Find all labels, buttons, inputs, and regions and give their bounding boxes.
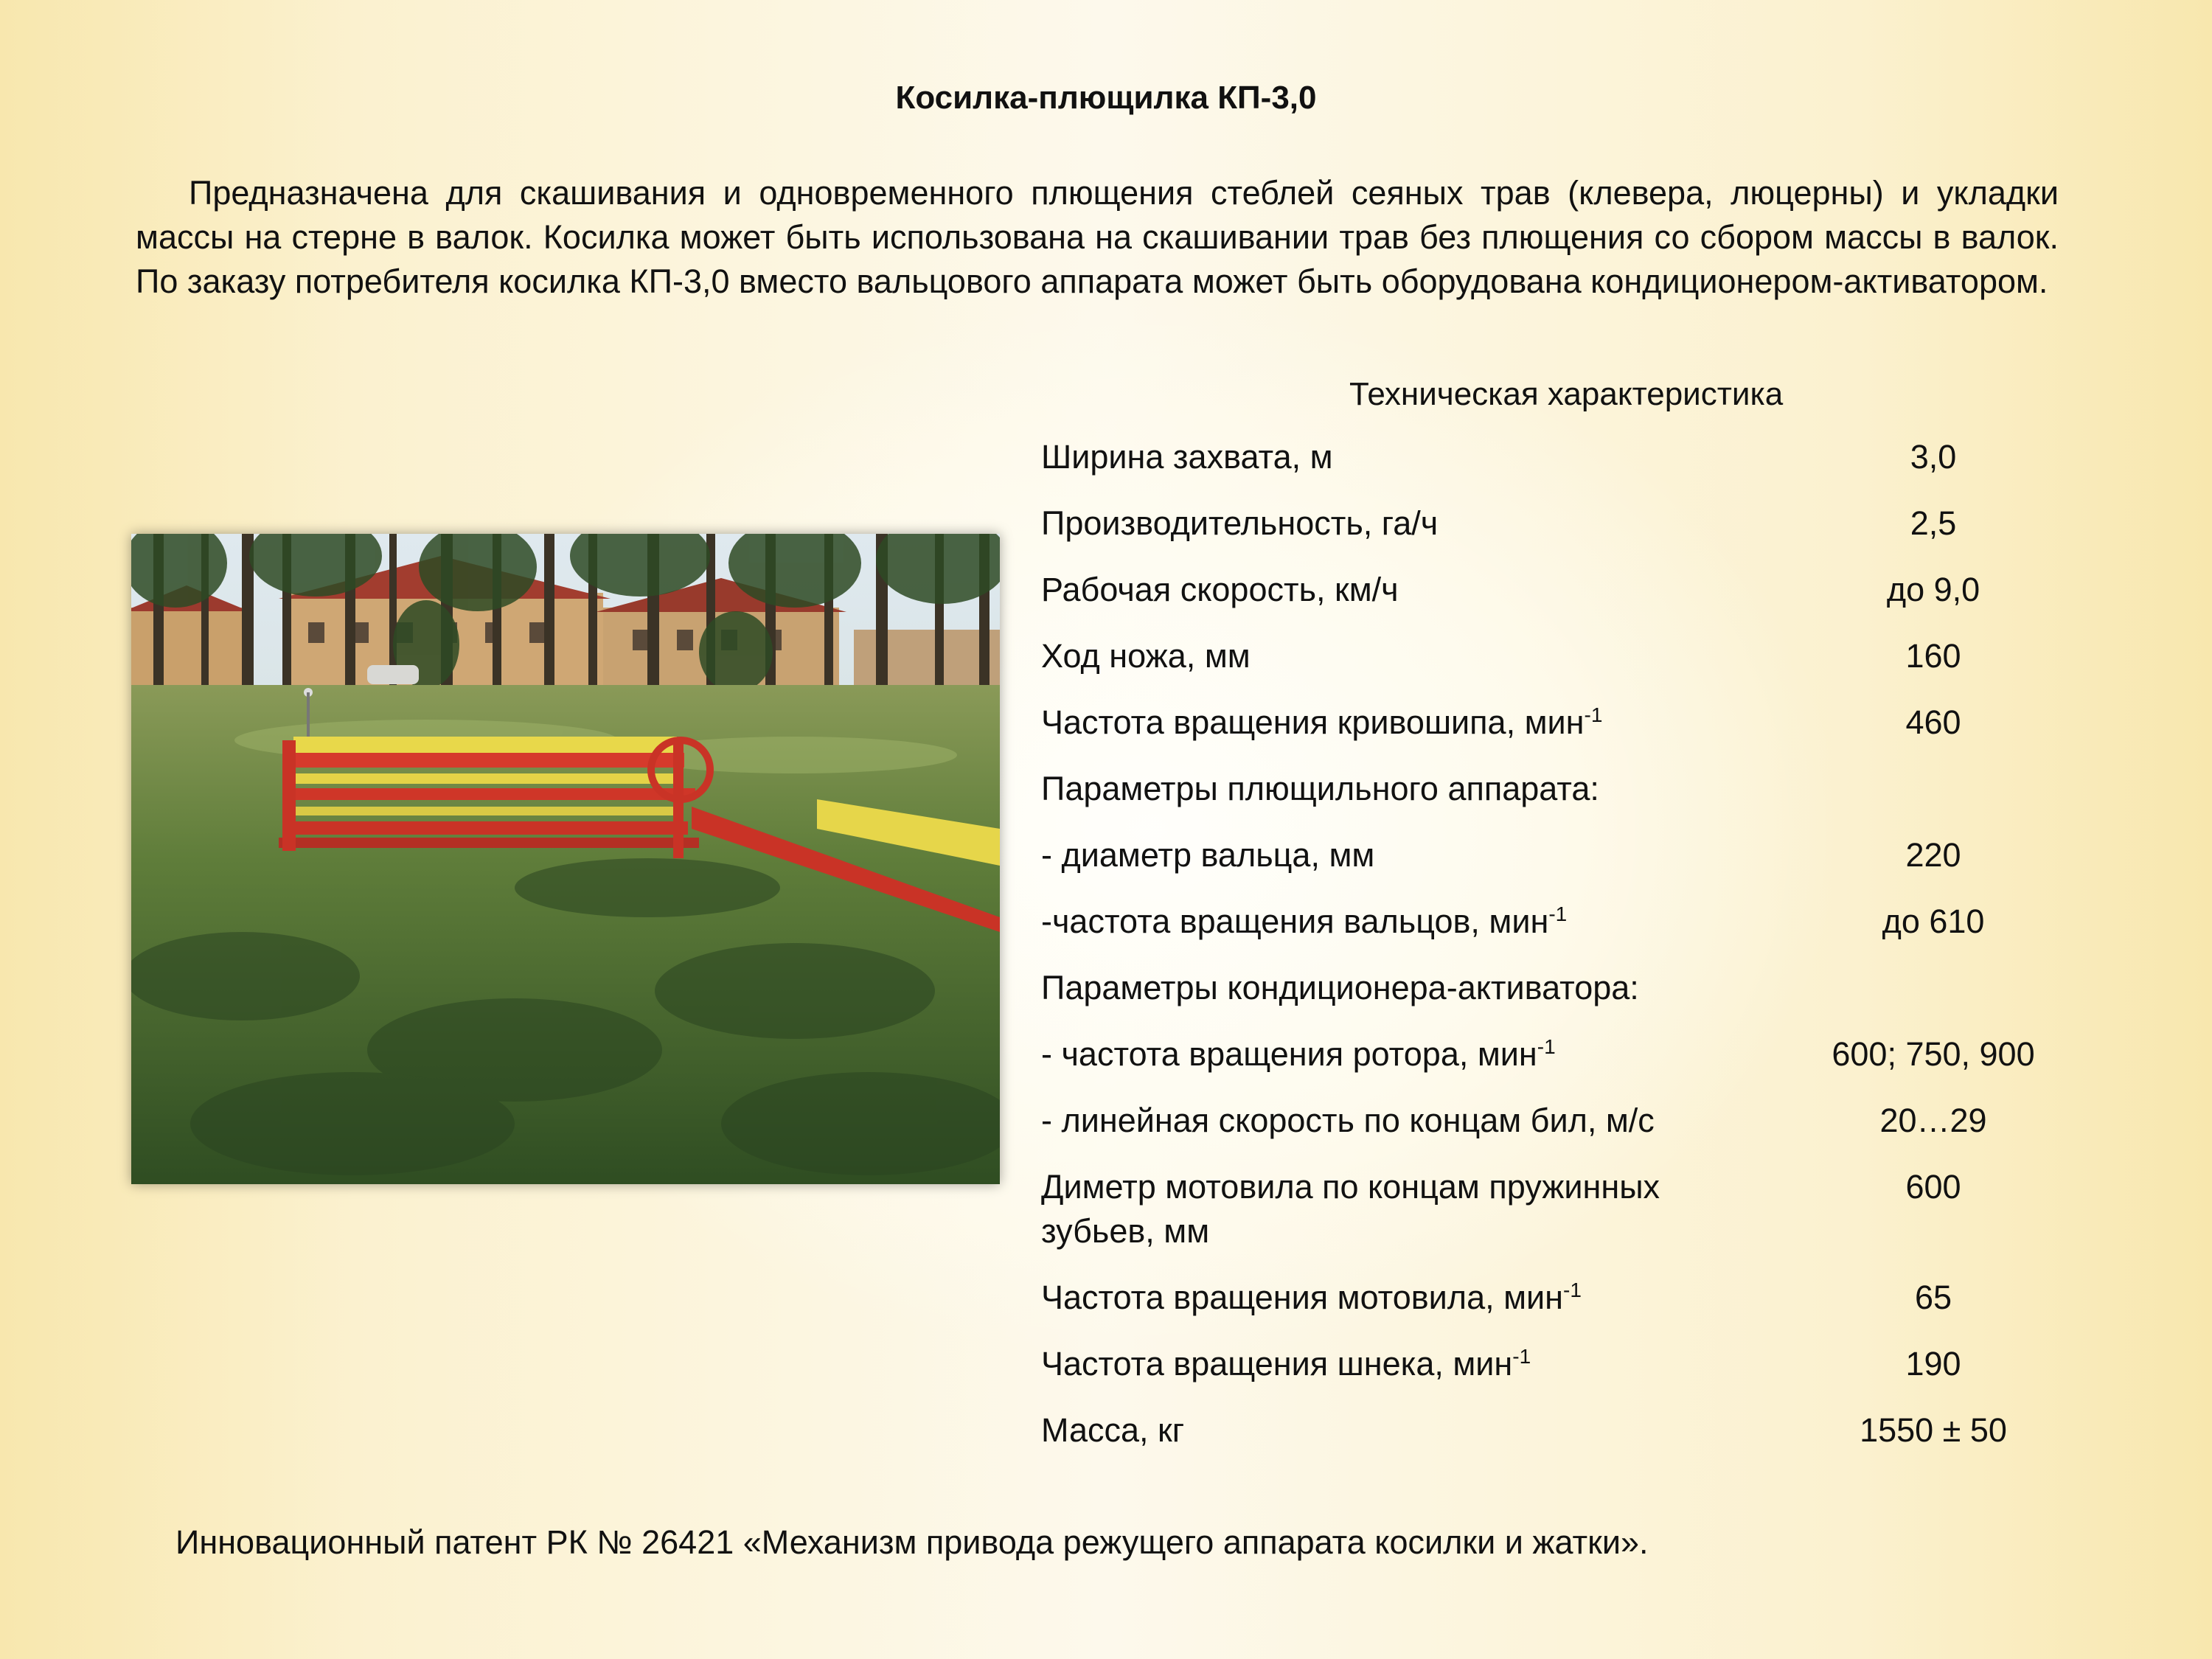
spec-value: до 610 (1882, 902, 1985, 940)
unit-exponent: -1 (1512, 1345, 1531, 1368)
spec-label: Ширина захвата, м (1041, 438, 1333, 476)
spec-row (1041, 501, 2118, 568)
unit-exponent: -1 (1584, 703, 1603, 726)
spec-value: 3,0 (1910, 438, 1957, 476)
spec-row (1041, 1165, 2118, 1276)
spec-label: Параметры плющильного аппарата: (1041, 770, 1599, 807)
spec-value: 65 (1914, 1279, 1952, 1316)
unit-exponent: -1 (1563, 1279, 1582, 1301)
spec-row (1041, 767, 2118, 833)
spec-value: 20…29 (1879, 1102, 1987, 1139)
spec-row (1041, 1342, 2118, 1408)
spec-label: - линейная скорость по концам бил, м/с (1041, 1102, 1655, 1139)
page-title: Косилка-плющилка КП-3,0 (895, 80, 1317, 116)
unit-exponent: -1 (1548, 902, 1568, 925)
spec-label: - диаметр вальца, мм (1041, 836, 1375, 874)
spec-label: Параметры кондиционера-активатора: (1041, 969, 1639, 1006)
spec-label: Производительность, га/ч (1041, 504, 1439, 542)
spec-label: Масса, кг (1041, 1411, 1185, 1449)
spec-label: -частота вращения вальцов, мин$^{-1}$ (1041, 902, 1568, 940)
spec-value: 220 (1905, 836, 1961, 874)
spec-row (1041, 700, 2118, 767)
patent-footer: Инновационный патент РК № 26421 «Механизм привода режущего аппарата косилки и жатки». (175, 1523, 1649, 1561)
spec-row (1041, 634, 2118, 700)
spec-value: 190 (1905, 1345, 1961, 1382)
spec-row (1041, 568, 2118, 634)
spec-label: Частота вращения мотовила, мин$^{-1}$ (1041, 1279, 1582, 1316)
spec-label: Диметр мотовила по концам пружинных зубьев, мм (1041, 1168, 1660, 1250)
spec-row (1041, 833, 2118, 900)
spec-value: 1550 ± 50 (1860, 1411, 2007, 1449)
spec-label: Рабочая скорость, км/ч (1041, 571, 1399, 608)
spec-label: - частота вращения ротора, мин$^{-1}$ (1041, 1035, 1556, 1073)
unit-exponent: -1 (1537, 1035, 1556, 1058)
specs-table (1041, 435, 2118, 1475)
specs-heading: Техническая характеристика (1349, 376, 1784, 412)
spec-value: 460 (1905, 703, 1961, 741)
intro-paragraph: Предназначена для скашивания и одновременного плющения стеблей сеяных трав (клевера, люцерны) и укладки массы на стерне в валок. Косилка может быть использована на скашивании трав без плющения со сбором массы в валок. По заказу потребителя косилка КП-3,0 вместо вальцового аппарата может быть оборудована кондиционером-активатором. (136, 174, 2059, 300)
spec-row (1041, 1276, 2118, 1342)
spec-row (1041, 900, 2118, 966)
spec-row (1041, 1032, 2118, 1099)
spec-label: Частота вращения шнека, мин$^{-1}$ (1041, 1345, 1531, 1382)
spec-row (1041, 1408, 2118, 1475)
spec-value: 600; 750, 900 (1832, 1035, 2035, 1073)
spec-value: 2,5 (1910, 504, 1957, 542)
mower-photo (131, 534, 1000, 1184)
spec-value: до 9,0 (1886, 571, 1980, 608)
spec-label: Ход ножа, мм (1041, 637, 1251, 675)
spec-label: Частота вращения кривошипа, мин$^{-1}$ (1041, 703, 1603, 741)
spec-value: 160 (1905, 637, 1961, 675)
spec-row (1041, 435, 2118, 501)
spec-row (1041, 966, 2118, 1032)
spec-row (1041, 1099, 2118, 1165)
spec-value: 600 (1905, 1168, 1961, 1206)
